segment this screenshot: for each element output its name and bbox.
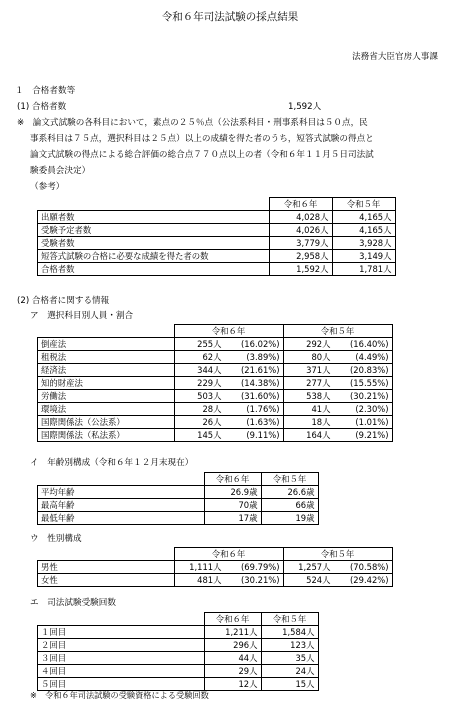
attempts-table: [37, 612, 319, 691]
cell-count-r6: 26人: [174, 416, 225, 429]
cell-count-r5: 277人: [283, 377, 334, 390]
cell-count-r5: 292人: [283, 338, 334, 351]
cell-pct-r5: (16.40%): [334, 338, 393, 351]
page-title: 令和６年司法試験の採点結果: [161, 11, 299, 23]
col-header-r5: 令和５年: [332, 198, 395, 211]
table-row: [38, 390, 393, 403]
table-row: [38, 512, 319, 525]
row-label: 合格者数: [38, 263, 270, 276]
table-row: [38, 416, 393, 429]
note-line-1: ※ 論文式試験の各科目において，素点の２５％点（公法系科目・刑事系科目は５０点，民: [17, 118, 368, 128]
cell-r5: 4,165人: [332, 211, 395, 224]
row-label: 倒産法: [38, 338, 175, 351]
cell-r5: 3,928人: [332, 237, 395, 250]
table-row: [38, 224, 396, 237]
cell-count-r5: 18人: [283, 416, 334, 429]
table-header-row: [38, 613, 319, 626]
cell-pct-r6: (31.60%): [225, 390, 284, 403]
age-table: [37, 472, 319, 525]
section-1-heading: １ 合格者数等: [15, 86, 76, 96]
table-row: [38, 639, 319, 652]
cell-count-r5: 80人: [283, 351, 334, 364]
cell-count-r6: 229人: [174, 377, 225, 390]
cell-count-r6: 28人: [174, 403, 225, 416]
cell-r5: 123人: [261, 639, 318, 652]
row-label: 知的財産法: [38, 377, 175, 390]
cell-pct-r6: (9.11%): [225, 429, 284, 442]
cell-r6: 3,779人: [269, 237, 332, 250]
cell-count-r6: 1,111人: [174, 561, 225, 574]
table-header-row: [38, 548, 393, 561]
cell-r6: 2,958人: [269, 250, 332, 263]
row-label: 女性: [38, 574, 175, 587]
table-row: [38, 652, 319, 665]
cell-pct-r5: (1.01%): [334, 416, 393, 429]
cell-pct-r6: (3.89%): [225, 351, 284, 364]
cell-count-r6: 344人: [174, 364, 225, 377]
cell-pct-r5: (9.21%): [334, 429, 393, 442]
cell-pct-r6: (1.76%): [225, 403, 284, 416]
cell-count-r5: 41人: [283, 403, 334, 416]
cell-pct-r6: (30.21%): [225, 574, 284, 587]
row-label: 最高年齢: [38, 499, 205, 512]
cell-count-r6: 255人: [174, 338, 225, 351]
table-header-row: [38, 473, 319, 486]
cell-pct-r5: (70.58%): [334, 561, 393, 574]
row-label: ３回目: [38, 652, 205, 665]
row-label: ５回目: [38, 678, 205, 691]
table-row: [38, 429, 393, 442]
cell-r5: 1,584人: [261, 626, 318, 639]
cell-count-r5: 164人: [283, 429, 334, 442]
col-header-r6: 令和６年: [269, 198, 332, 211]
col-header-r6: 令和６年: [204, 613, 261, 626]
row-label: 男性: [38, 561, 175, 574]
table-row: [38, 338, 393, 351]
cell-r6: 296人: [204, 639, 261, 652]
reference-table: [37, 197, 396, 276]
row-label: 短答式試験の合格に必要な成績を得た者の数: [38, 250, 270, 263]
cell-r5: 19歳: [261, 512, 318, 525]
cell-count-r6: 62人: [174, 351, 225, 364]
cell-r5: 15人: [261, 678, 318, 691]
passers-count-value: 1,592人: [288, 102, 322, 112]
gender-heading: ウ 性別構成: [30, 534, 82, 544]
cell-count-r6: 503人: [174, 390, 225, 403]
table-row: [38, 364, 393, 377]
cell-pct-r6: (14.38%): [225, 377, 284, 390]
cell-count-r6: 145人: [174, 429, 225, 442]
cell-count-r5: 524人: [283, 574, 334, 587]
row-label: 環境法: [38, 403, 175, 416]
attempts-heading: エ 司法試験受験回数: [30, 598, 116, 608]
issuing-office: 法務省大臣官房人事課: [352, 52, 438, 62]
table-row: [38, 403, 393, 416]
table-row: [38, 250, 396, 263]
cell-r6: 12人: [204, 678, 261, 691]
table-header-row: [38, 198, 396, 211]
section-2-heading: (2) 合格者に関する情報: [17, 296, 110, 306]
table-row: [38, 626, 319, 639]
passers-count-label: (1) 合格者数: [17, 102, 67, 112]
table-row: [38, 561, 393, 574]
cell-pct-r5: (30.21%): [334, 390, 393, 403]
cell-r6: 29人: [204, 665, 261, 678]
row-label: 経済法: [38, 364, 175, 377]
table-row: [38, 377, 393, 390]
cell-count-r6: 481人: [174, 574, 225, 587]
table-row: [38, 574, 393, 587]
row-label: 租税法: [38, 351, 175, 364]
row-label: 国際関係法（公法系）: [38, 416, 175, 429]
cell-r6: 1,211人: [204, 626, 261, 639]
cell-r5: 4,165人: [332, 224, 395, 237]
row-label: 出願者数: [38, 211, 270, 224]
row-label: 国際関係法（私法系）: [38, 429, 175, 442]
cell-r6: 4,028人: [269, 211, 332, 224]
attempts-note: ※ 令和６年司法試験の受験資格による受験回数: [30, 690, 209, 700]
cell-pct-r6: (16.02%): [225, 338, 284, 351]
col-header-r6: 令和６年: [174, 548, 283, 561]
table-row: [38, 678, 319, 691]
note-line-3: 論文式試験の得点による総合評価の総合点７７０点以上の者（令和６年１１月５日司法試: [30, 150, 374, 160]
table-row: [38, 665, 319, 678]
col-header-r6: 令和６年: [204, 473, 261, 486]
cell-pct-r5: (2.30%): [334, 403, 393, 416]
col-header-r5: 令和５年: [261, 473, 318, 486]
cell-pct-r5: (4.49%): [334, 351, 393, 364]
cell-r5: 35人: [261, 652, 318, 665]
row-label: 労働法: [38, 390, 175, 403]
table-row: [38, 263, 396, 276]
row-label: ４回目: [38, 665, 205, 678]
cell-r5: 24人: [261, 665, 318, 678]
note-line-2: 事系科目は７５点，選択科目は２５点）以上の成績を得た者のうち，短答式試験の得点と: [30, 134, 374, 144]
col-header-r6: 令和６年: [174, 325, 283, 338]
cell-pct-r5: (15.55%): [334, 377, 393, 390]
cell-r6: 26.9歳: [204, 486, 261, 499]
row-label: ２回目: [38, 639, 205, 652]
age-heading: イ 年齢別構成（令和６年１２月末現在）: [30, 458, 194, 468]
row-label: １回目: [38, 626, 205, 639]
cell-r6: 4,026人: [269, 224, 332, 237]
cell-pct-r5: (29.42%): [334, 574, 393, 587]
cell-pct-r5: (20.83%): [334, 364, 393, 377]
col-header-r5: 令和５年: [283, 548, 392, 561]
table-row: [38, 499, 319, 512]
col-header-r5: 令和５年: [283, 325, 392, 338]
cell-r5: 26.6歳: [261, 486, 318, 499]
note-line-4: 験委員会決定）: [30, 166, 91, 176]
table-header-row: [38, 325, 393, 338]
row-label: 受験予定者数: [38, 224, 270, 237]
cell-count-r5: 538人: [283, 390, 334, 403]
gender-table: [37, 547, 393, 587]
cell-count-r5: 371人: [283, 364, 334, 377]
elective-subjects-table: [37, 324, 393, 442]
cell-r5: 1,781人: [332, 263, 395, 276]
cell-pct-r6: (21.61%): [225, 364, 284, 377]
cell-r6: 17歳: [204, 512, 261, 525]
cell-pct-r6: (1.63%): [225, 416, 284, 429]
cell-pct-r6: (69.79%): [225, 561, 284, 574]
table-row: [38, 237, 396, 250]
elective-subjects-heading: ア 選択科目別人員・割合: [30, 311, 134, 321]
table-row: [38, 486, 319, 499]
row-label: 平均年齢: [38, 486, 205, 499]
cell-r5: 66歳: [261, 499, 318, 512]
reference-label: （参考）: [30, 182, 65, 192]
col-header-r5: 令和５年: [261, 613, 318, 626]
cell-r6: 1,592人: [269, 263, 332, 276]
cell-r6: 44人: [204, 652, 261, 665]
row-label: 受験者数: [38, 237, 270, 250]
table-row: [38, 351, 393, 364]
cell-r6: 70歳: [204, 499, 261, 512]
cell-r5: 3,149人: [332, 250, 395, 263]
cell-count-r5: 1,257人: [283, 561, 334, 574]
table-row: [38, 211, 396, 224]
row-label: 最低年齢: [38, 512, 205, 525]
